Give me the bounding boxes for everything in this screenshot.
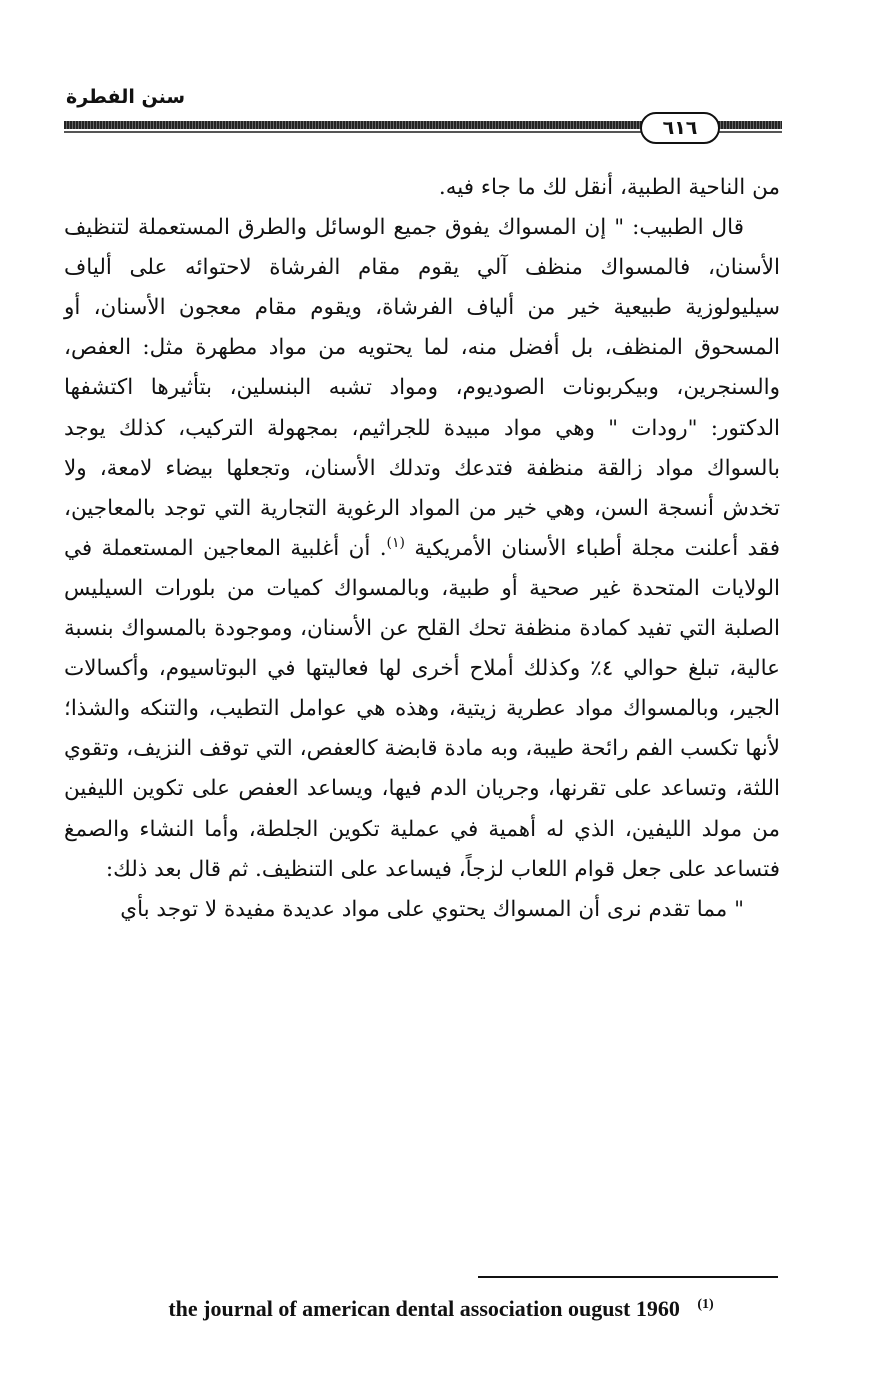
paragraph-quote xyxy=(64,208,780,890)
footnote-rule xyxy=(478,1276,778,1278)
paragraph-quote-part2: . أن أغلبية المعاجين المستعملة في الولايات المتحدة غير صحية أو طبية، وبالمسواك كميات من بلورات السيليس الصلبة التي تفيد كمادة منظفة تحك القلح عن الأسنان، وموجودة بالمسواك بنسبة عالية، تبلغ حوالي ٤٪ وكذلك أملاح أخرى لها فعاليتها في البوتاسيوم، وأكسالات الجير، وبالمسواك مواد عطرية زيتية، وهذه هي عوامل التطيب، والتنكه والشذا؛ لأنها تكسب الفم رائحة طيبة، وبه مادة قابضة كالعفص، التي توقف النزيف، وتقوي اللثة، وتساعد على تقرنها، وجريان الدم فيها، ويساعد العفص على تكوين الليفين من مولد الليفين، الذي له أهمية في عملية تكوين الجلطة، وأما النشاء والصمغ فتساعد على جعل قوام اللعاب لزجاً، فيساعد على التنظيف. ثم قال بعد ذلك: xyxy=(64,535,780,882)
main-text xyxy=(64,168,780,930)
footnote-reference: (١) xyxy=(386,534,406,551)
paragraph-conclusion: " مما تقدم نرى أن المسواك يحتوي على مواد عديدة مفيدة لا توجد بأي xyxy=(120,896,744,922)
running-title: سنن الفطرة xyxy=(66,86,186,108)
footnote-number: (1) xyxy=(697,1296,714,1312)
page-number: ٦١٦ xyxy=(640,112,720,144)
footnote-text: the journal of american dental association ougust 1960 xyxy=(168,1296,680,1321)
paragraph-intro: من الناحية الطبية، أنقل لك ما جاء فيه. xyxy=(438,175,780,200)
paragraph-quote-part1: قال الطبيب: " إن المسواك يفوق جميع الوسائل والطرق المستعملة لتنظيف الأسنان، فالمسواك منظف آلي يقوم مقام الفرشاة لاحتوائه على ألياف سيليولوزية طبيعية خير من ألياف الفرشاة، ويقوم مقام معجون الأسنان، أو المسحوق المنظف، بل أفضل منه، لما يحتويه من مواد مطهرة مثل: العفص، والسنجرين، وبيكربونات الصوديوم، ومواد تشبه البنسلين، بتأثيرها اكتشفها الدكتور: "رودات " وهي مواد مبيدة للجراثيم، بمجهولة التركيب، كذلك يوجد بالسواك مواد زالقة منظفة فتدعك وتدلك الأسنان، وتجعلها بيضاء لامعة، ولا تخدش أنسجة السن، وهي خير من المواد الرغوية التجارية التي توجد بالمعاجين، فقد أعلنت مجلة أطباء الأسنان الأمريكية xyxy=(64,215,780,561)
footnote xyxy=(96,1296,786,1322)
